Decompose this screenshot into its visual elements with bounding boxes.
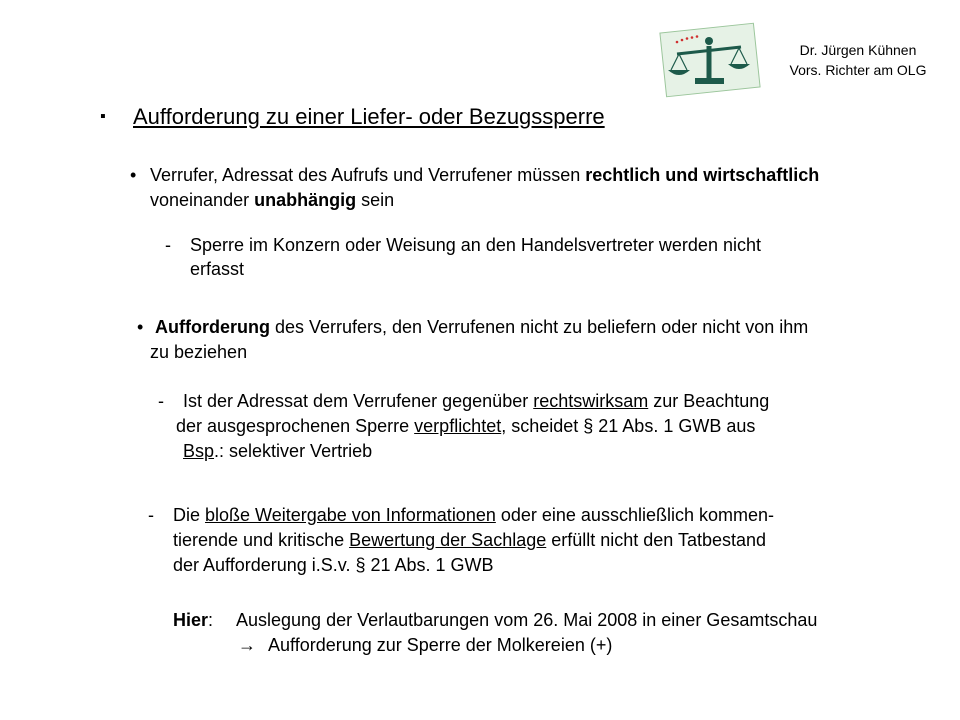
sub1-text: , scheidet § 21 Abs. 1 GWB aus: [501, 416, 756, 436]
sub2-text: erfüllt nicht den Tatbestand: [546, 530, 767, 550]
section1-line2: [150, 190, 394, 211]
sub1-text: Ist der Adressat dem Verrufener gegenüber: [183, 391, 534, 411]
section1-sub-dash: -: [165, 235, 171, 255]
author-block: [772, 40, 944, 80]
sub1-underlined: Bsp: [183, 441, 215, 461]
section1-bullet: •: [130, 165, 137, 185]
conclusion-line1: [173, 610, 213, 631]
section1-text: Verrufer, Adressat des Aufrufs und Verrufener müssen: [150, 165, 586, 185]
section2-text: des Verrufers, den Verrufenen nicht zu beliefern oder nicht von ihm: [269, 317, 809, 337]
section2-line2: zu beziehen: [150, 342, 248, 362]
section1-text: sein: [356, 190, 395, 210]
sub1-line2: [176, 416, 755, 437]
sub2-underlined: bloße Weitergabe von Informationen: [205, 505, 496, 525]
sub2-text: tierende und kritische: [173, 530, 350, 550]
title-bullet: ▪: [100, 108, 106, 125]
sub1-dash: -: [158, 391, 164, 411]
section2-emphasis: Aufforderung: [155, 317, 270, 337]
sub2-text: Die: [173, 505, 206, 525]
sub1-line1: [183, 391, 769, 412]
sub2-underlined: Bewertung der Sachlage: [349, 530, 547, 550]
sub1-underlined: verpflichtet: [414, 416, 502, 436]
section1-emphasis: unabhängig: [254, 190, 357, 210]
section1-text: voneinander: [150, 190, 255, 210]
sub2-text: oder eine ausschließlich kommen-: [495, 505, 774, 525]
section2-bullet: •: [137, 317, 144, 337]
section1-sub-line2: erfasst: [190, 259, 245, 279]
sub2-line3: der Aufforderung i.S.v. § 21 Abs. 1 GWB: [173, 555, 494, 575]
sub2-dash: -: [148, 505, 154, 525]
section1-line1: [150, 165, 819, 186]
conclusion-text: Auslegung der Verlautbarungen vom 26. Mai 2008 in einer Gesamtschau: [236, 610, 818, 630]
sub1-text: der ausgesprochenen Sperre: [176, 416, 415, 436]
author-name: Dr. Jürgen Kühnen: [799, 42, 917, 58]
scales-of-justice-icon: [655, 20, 765, 100]
sub1-underlined: rechtswirksam: [533, 391, 649, 411]
section1-sub-line1: Sperre im Konzern oder Weisung an den Handelsvertreter werden nicht: [190, 235, 761, 255]
section1-emphasis: rechtlich und wirtschaftlich: [585, 165, 820, 185]
conclusion-result: Aufforderung zur Sperre der Molkereien (+): [268, 635, 613, 655]
sub1-text: .: selektiver Vertrieb: [214, 441, 373, 461]
section2-line1: [155, 317, 808, 338]
sub1-line3: [183, 441, 372, 462]
page-title: Aufforderung zu einer Liefer- oder Bezugssperre: [133, 104, 605, 129]
sub1-text: zur Beachtung: [648, 391, 770, 411]
author-title: Vors. Richter am OLG: [789, 62, 927, 78]
conclusion-colon: :: [208, 610, 214, 630]
sub2-line1: [173, 505, 774, 526]
sub2-line2: [173, 530, 766, 551]
conclusion-label: Hier: [173, 610, 209, 630]
conclusion-arrow: →: [238, 635, 256, 655]
